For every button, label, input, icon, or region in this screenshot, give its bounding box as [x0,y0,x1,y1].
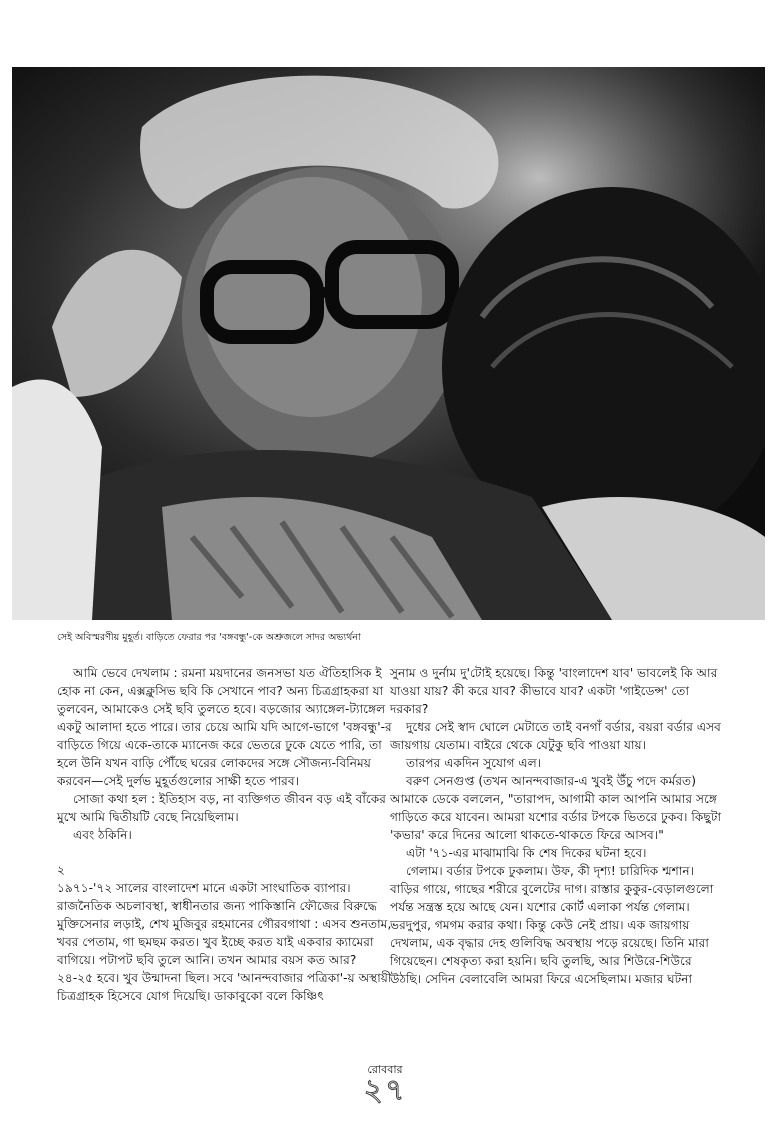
article-paragraph: ১৯৭১-'৭২ সালের বাংলাদেশ মানে একটা সাংঘাতিক ব্যাপার। রাজনৈতিক অচলাবস্থা, স্বাধীনতার জন্য পাকিস্তানি ফৌজের বিরুদ্ধে মুক্তিসেনার লড়াই, শেখ মুজিবুর রহমানের গৌরবগাথা : এসব শুনতাম, খবর পেতাম, গা ছমছম করত। খুব ইচ্ছে করত যাই একবার ক্যামেরা বাগিয়ে। পটাপট ছবি তুলে আনি। তখন আমার বয়স কত আর? ২৪-২৫ হবে। খুব উন্মাদনা ছিল। সবে 'আনন্দবাজার পত্রিকা'-য় অস্থায়ী চিত্রগ্রাহক হিসেবে যোগ দিয়েছি। ডাকাবুকো বলে কিঞ্চিৎ [57,881,392,1003]
archival-photograph [12,67,765,620]
article-paragraph: এটা '৭১-এর মাঝামাঝি কি শেষ দিকের ঘটনা হবে। [406,846,647,860]
article-paragraph: এবং ঠকিনি। [73,828,132,842]
photo-caption: সেই অবিস্মরণীয় মুহূর্ত। বাড়িতে ফেরার পর 'বঙ্গবন্ধু'-কে অশ্রুজলে সাদর অভ্যর্থনা [57,632,361,643]
article-right-column [390,664,725,988]
section-number: ২ [57,863,65,877]
article-left-column [57,664,392,1005]
article-paragraph: দুধের সেই স্বাদ ঘোলে মেটাতে তাই বনগাঁ বর্ডার, বয়রা বর্ডার এসব জায়গায় যেতাম। বাইরে থেকে যেটুকু ছবি পাওয়া যায়। [390,720,721,752]
article-paragraph: গেলাম। বর্ডার টপকে ঢুকলাম। উফ, কী দৃশ্য! চারিদিক শ্মশান। বাড়ির গায়ে, গাছের শরীরে বুলেটের দাগ। রাস্তার কুকুর-বেড়ালগুলো পর্যন্ত সন্ত্রস্ত হয়ে আছে যেন। যশোর কোর্ট এলাকা পর্যন্ত গেলাম। ভরদুপুর, গমগম করার কথা। কিন্তু কেউ নেই প্রায়। এক জায়গায় দেখলাম, এক বৃদ্ধার দেহ গুলিবিদ্ধ অবস্থায় পড়ে রয়েছে। তিনি মারা গিয়েছেন। শেষকৃত্য করা হয়নি। ছবি তুলছি, আর শিউরে-শিউরে উঠছি। সেদিন বেলাবেলি আমরা ফিরে এসেছিলাম। মজার ঘটনা [390,864,714,986]
article-paragraph: তারপর একদিন সুযোগ এল। [406,756,542,770]
photograph-icon [12,67,765,620]
article-paragraph: সোজা কথা হল : ইতিহাস বড়, না ব্যক্তিগত জীবন বড় এই বাঁকের মুখে আমি দ্বিতীয়টি বেছে নিয়েছিলাম। [57,792,387,824]
page-number: ২৭ [363,1073,407,1108]
article-paragraph: বরুণ সেনগুপ্ত (তখন আনন্দবাজার-এ খুবই উঁচু পদে কর্মরত) আমাকে ডেকে বললেন, "তারাপদ, আগামী কাল আপনি আমার সঙ্গে গাড়িতে করে যাবেন। আমরা যশোর বর্ডার টপকে ভিতরে ঢুকব। কিছুটা 'কভার' করে দিনের আলো থাকতে-থাকতে ফিরে আসব।" [390,774,721,842]
magazine-name: রোববার [367,1063,403,1076]
article-paragraph: আমি ভেবে দেখলাম : রমনা ময়দানের জনসভা যত ঐতিহাসিক ই হোক না কেন, এক্সক্লুসিভ ছবি কি সেখানে পাব? অন্য চিত্রগ্রাহকরা যা তুলবেন, আমাকেও সেই ছবি তুলতে হবে। বড়জোর অ্যাঙ্গেল-ট্যাঙ্গেল একটু আলাদা হতে পারে। তার চেয়ে আমি যদি আগে-ভাগে 'বঙ্গবন্ধু'-র বাড়িতে গিয়ে একে-তাকে ম্যানেজ করে ভেতরে ঢুকে যেতে পারি, তা হলে উনি যখন বাড়ি পৌঁছে ঘরের লোকদের সঙ্গে সৌজন্য-বিনিময় করবেন—সেই দুর্লভ মুহূর্তগুলোর সাক্ষী হতে পারব। [57,666,392,788]
article-paragraph: সুনাম ও দুর্নাম দু'টোই হয়েছে। কিন্তু 'বাংলাদেশ যাব' ভাবলেই কি আর যাওয়া যায়? কী করে যাব? কীভাবে যাব? একটা 'গাইডেন্স' তো দরকার? [390,666,718,716]
